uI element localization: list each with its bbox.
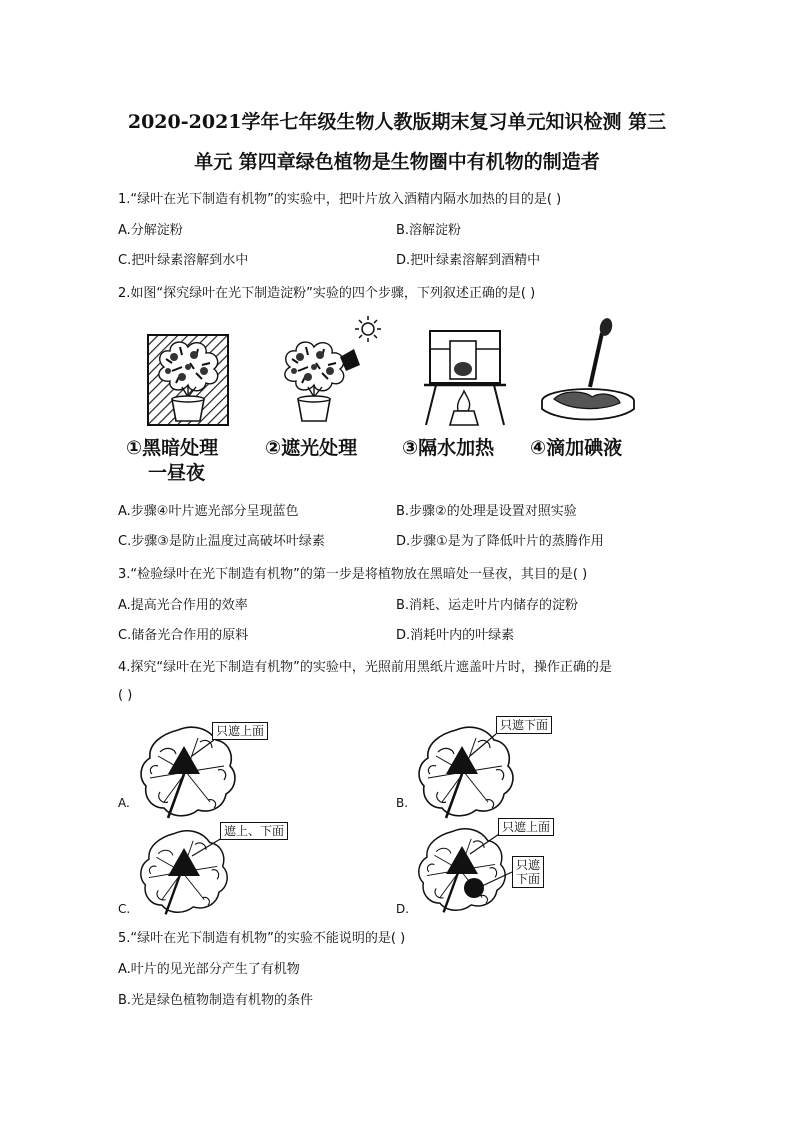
- question-3-stem: 3.“检验绿叶在光下制造有机物”的第一步是将植物放在黑暗处一昼夜，其目的是( ): [118, 567, 588, 582]
- step-1-caption-line-2: 一昼夜: [148, 462, 206, 484]
- q3-option-c[interactable]: C.储备光合作用的原料: [118, 628, 249, 643]
- shading-treatment-illustration: [285, 342, 360, 421]
- q2-option-d[interactable]: D.步骤①是为了降低叶片的蒸腾作用: [396, 534, 604, 549]
- step-2-caption: ②遮光处理: [265, 437, 358, 459]
- experiment-steps-figure: [140, 313, 655, 433]
- sun-icon: [355, 316, 381, 342]
- q4-option-d-tag-bottom-line-1: 只遮: [516, 858, 541, 872]
- q4-option-d-label[interactable]: D.: [396, 902, 410, 916]
- q4-option-c-label[interactable]: C.: [118, 902, 131, 916]
- q2-option-b[interactable]: B.步骤②的处理是设置对照实验: [396, 504, 577, 519]
- q4-option-b-leaf: [416, 722, 516, 822]
- q4-option-b-tag: 只遮下面: [496, 716, 552, 734]
- q3-option-d[interactable]: D.消耗叶内的叶绿素: [396, 628, 515, 643]
- step-4-caption: ④滴加碘液: [530, 437, 623, 459]
- q3-option-a[interactable]: A.提高光合作用的效率: [118, 598, 248, 613]
- q4-option-a-tag: 只遮上面: [212, 722, 268, 740]
- question-4-stem-paren: ( ): [118, 688, 133, 703]
- question-4-stem: 4.探究“绿叶在光下制造有机物”的实验中，光照前用黑纸片遮盖叶片时，操作正确的是: [118, 660, 612, 675]
- page-title-line-1: 2020-2021学年七年级生物人教版期末复习单元知识检测 第三: [127, 111, 667, 133]
- q4-option-d-tag-bottom: [512, 856, 544, 888]
- q5-option-b[interactable]: B.光是绿色植物制造有机物的条件: [118, 993, 314, 1008]
- q2-option-a[interactable]: A.步骤④叶片遮光部分呈现蓝色: [118, 504, 299, 519]
- q4-option-c-tag: 遮上、下面: [220, 822, 288, 840]
- iodine-dropper-illustration: [542, 317, 634, 420]
- q4-option-d-leaf: [416, 824, 516, 916]
- q4-option-d-tag-top: 只遮上面: [498, 818, 554, 836]
- q4-option-d-tag-bottom-line-2: 下面: [516, 872, 541, 886]
- question-1-stem: 1.“绿叶在光下制造有机物”的实验中，把叶片放入酒精内隔水加热的目的是( ): [118, 192, 562, 207]
- question-2-stem: 2.如图“探究绿叶在光下制造淀粉”实验的四个步骤，下列叙述正确的是( ): [118, 286, 536, 301]
- q3-option-b[interactable]: B.消耗、运走叶片内储存的淀粉: [396, 598, 579, 613]
- q5-option-a[interactable]: A.叶片的见光部分产生了有机物: [118, 962, 300, 977]
- q4-option-a-label[interactable]: A.: [118, 796, 130, 810]
- step-1-caption: ①黑暗处理: [126, 437, 219, 459]
- step-3-caption: ③隔水加热: [402, 437, 495, 459]
- dark-treatment-illustration: [148, 335, 228, 425]
- page-title-line-2: 单元 第四章绿色植物是生物圈中有机物的制造者: [194, 151, 600, 173]
- q1-option-a[interactable]: A.分解淀粉: [118, 223, 183, 238]
- q1-option-c[interactable]: C.把叶绿素溶解到水中: [118, 253, 249, 268]
- q2-option-c[interactable]: C.步骤③是防止温度过高破坏叶绿素: [118, 534, 325, 549]
- water-bath-illustration: [424, 331, 506, 425]
- q4-option-b-label[interactable]: B.: [396, 796, 409, 810]
- q1-option-b[interactable]: B.溶解淀粉: [396, 223, 462, 238]
- question-5-stem: 5.“绿叶在光下制造有机物”的实验不能说明的是( ): [118, 931, 406, 946]
- q1-option-d[interactable]: D.把叶绿素溶解到酒精中: [396, 253, 541, 268]
